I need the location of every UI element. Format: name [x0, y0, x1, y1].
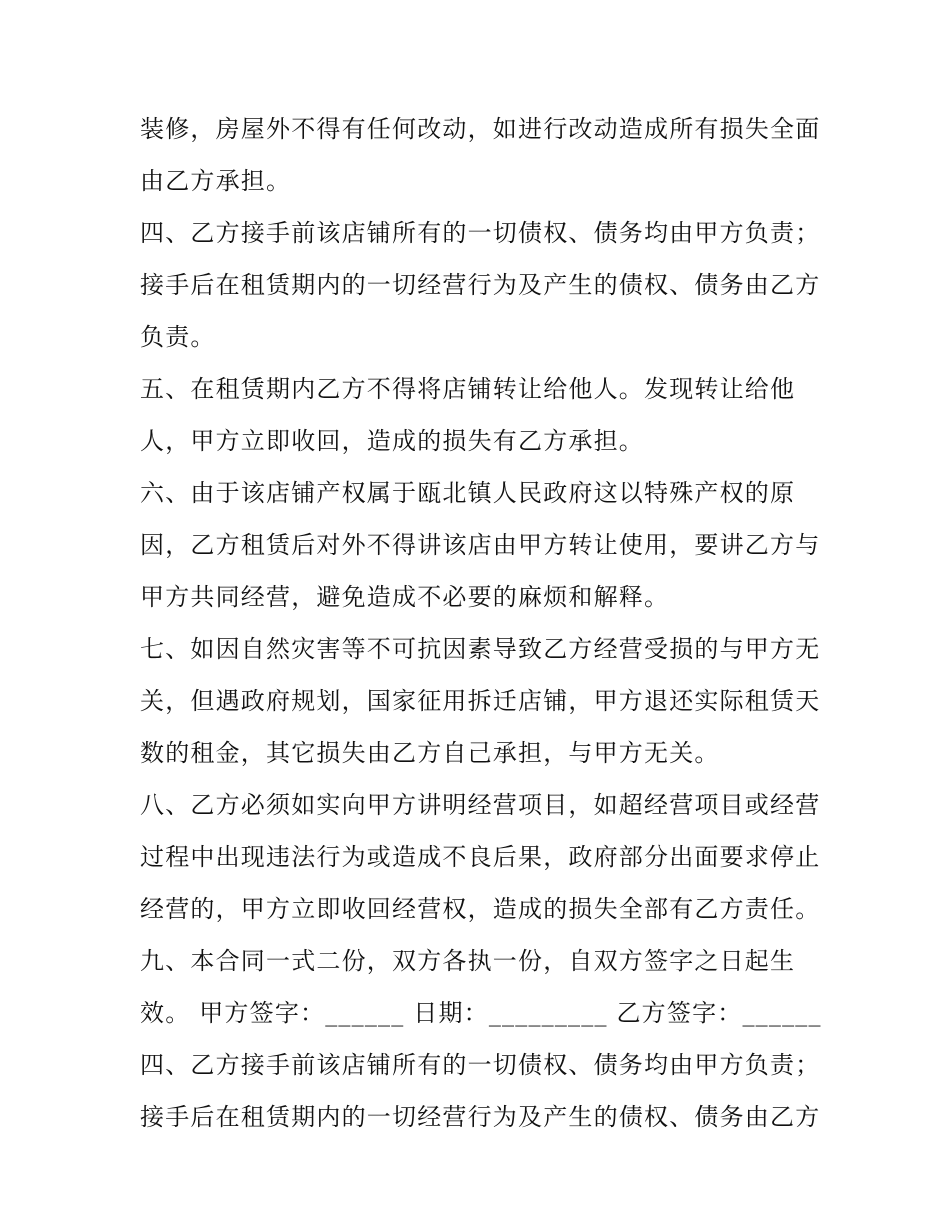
clause-5-line: 五、在租赁期内乙方不得将店铺转让给他人。发现转让给他 [140, 375, 796, 403]
text-line: 接手后在租赁期内的一切经营行为及产生的债权、债务由乙方 [140, 271, 821, 299]
clause-8-line: 八、乙方必须如实向甲方讲明经营项目，如超经营项目或经营 [140, 791, 821, 819]
text-line: 因，乙方租赁后对外不得讲该店由甲方转让使用，要讲乙方与 [140, 531, 821, 559]
clause-6-line: 六、由于该店铺产权属于瓯北镇人民政府这以特殊产权的原 [140, 479, 796, 507]
text-line: 人，甲方立即收回，造成的损失有乙方承担。 [140, 427, 644, 455]
text-line: 过程中出现违法行为或造成不良后果，政府部分出面要求停止 [140, 843, 821, 871]
clause-4-line: 四、乙方接手前该店铺所有的一切债权、债务均由甲方负责； [140, 219, 821, 247]
text-line: 经营的，甲方立即收回经营权，造成的损失全部有乙方责任。 [140, 895, 821, 923]
text-line: 由乙方承担。 [140, 167, 292, 195]
clause-4-repeat-line: 四、乙方接手前该店铺所有的一切债权、债务均由甲方负责； [140, 1051, 821, 1079]
text-line: 装修，房屋外不得有任何改动，如进行改动造成所有损失全面 [140, 115, 821, 143]
text-line: 接手后在租赁期内的一切经营行为及产生的债权、债务由乙方 [140, 1103, 821, 1131]
clause-7-line: 七、如因自然灾害等不可抗因素导致乙方经营受损的与甲方无 [140, 635, 821, 663]
text-line: 负责。 [140, 323, 216, 351]
signature-line: 效。 甲方签字：______ 日期：_________ 乙方签字：______ [140, 999, 822, 1027]
text-line: 数的租金，其它损失由乙方自己承担，与甲方无关。 [140, 739, 720, 767]
clause-9-line: 九、本合同一式二份，双方各执一份，自双方签字之日起生 [140, 947, 796, 975]
text-line: 甲方共同经营，避免造成不必要的麻烦和解释。 [140, 583, 670, 611]
text-line: 关，但遇政府规划，国家征用拆迁店铺，甲方退还实际租赁天 [140, 687, 821, 715]
contract-text [140, 103, 820, 1143]
